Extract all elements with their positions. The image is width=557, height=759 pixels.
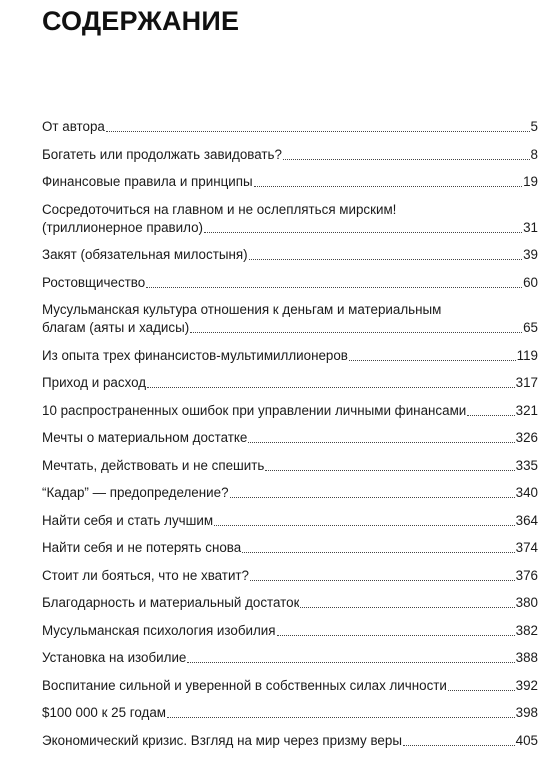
toc-entry-title-line1: Сосредоточиться на главном и не ослепляться мирским! [42, 201, 397, 217]
dot-leader [190, 332, 522, 333]
toc-page-number: 8 [530, 146, 538, 162]
page-title: СОДЕРЖАНИЕ [42, 6, 240, 36]
toc-page-number: 19 [523, 174, 538, 189]
toc-page-number: 31 [523, 219, 538, 235]
toc-page-number: 364 [515, 512, 538, 528]
toc-entry-title: Приход и расход [42, 375, 147, 390]
dot-leader [265, 470, 514, 471]
table-of-contents [42, 118, 538, 759]
toc-page-number: 65 [523, 320, 538, 335]
toc-entry-title: 10 распространенных ошибок при управлении личными финансами [42, 402, 467, 418]
toc-entry[interactable] [42, 402, 538, 420]
toc-entry-title: Закят (обязательная милостыня) [42, 247, 248, 262]
toc-entry-title: Установка на изобилие [42, 650, 187, 665]
toc-entry-title: Экономический кризис. Взгляд на мир через призму веры [42, 732, 402, 748]
toc-entry-title-line1: Мусульманская культура отношения к деньгам и материальным [42, 302, 442, 317]
toc-entry[interactable] [42, 567, 538, 585]
dot-leader [448, 690, 515, 691]
toc-entry[interactable] [42, 622, 538, 640]
toc-page-number: 405 [515, 732, 538, 748]
toc-entry[interactable] [42, 201, 538, 237]
toc-entry-title: Финансовые правила и принципы [42, 174, 253, 189]
toc-entry-title: Найти себя и стать лучшим [42, 512, 214, 528]
toc-entry-title: Мечтать, действовать и не спешить [42, 457, 265, 473]
toc-entry-title: Благодарность и материальный достаток [42, 595, 300, 610]
toc-page-number: 380 [515, 595, 538, 610]
dot-leader [467, 415, 514, 416]
dot-leader [300, 607, 514, 608]
toc-entry[interactable] [42, 539, 538, 557]
dot-leader [277, 635, 515, 636]
toc-page-number: 376 [515, 567, 538, 583]
dot-leader [403, 745, 515, 746]
toc-page-number: 340 [515, 485, 538, 500]
dot-leader [167, 717, 515, 718]
toc-entry[interactable] [42, 347, 538, 365]
dot-leader [187, 662, 514, 663]
dot-leader [242, 552, 514, 553]
toc-entry[interactable] [42, 484, 538, 502]
toc-entry[interactable] [42, 246, 538, 264]
toc-entry[interactable] [42, 146, 538, 164]
dot-leader [349, 360, 516, 361]
dot-leader [147, 387, 515, 388]
toc-page-number: 398 [515, 705, 538, 720]
dot-leader [254, 186, 522, 187]
toc-entry-title: Богатеть или продолжать завидовать? [42, 146, 282, 162]
toc-entry[interactable] [42, 429, 538, 447]
toc-page-number: 317 [515, 375, 538, 390]
toc-page-number: 335 [515, 457, 538, 473]
toc-entry[interactable] [42, 301, 538, 337]
toc-page-number: 382 [515, 622, 538, 638]
toc-page-number: 119 [516, 347, 538, 363]
toc-entry-title: $100 000 к 25 годам [42, 705, 166, 720]
toc-page-number: 374 [515, 540, 538, 555]
toc-page-number: 326 [515, 430, 538, 445]
toc-entry[interactable] [42, 512, 538, 530]
toc-page-number: 39 [523, 247, 538, 262]
dot-leader [214, 525, 515, 526]
toc-page-number: 321 [515, 402, 538, 418]
toc-entry[interactable] [42, 374, 538, 392]
dot-leader [248, 442, 514, 443]
toc-entry-title: Найти себя и не потерять снова [42, 540, 242, 555]
toc-entry-title: От автора [42, 119, 105, 134]
toc-page-number: 388 [515, 650, 538, 665]
dot-leader [146, 287, 522, 288]
toc-entry[interactable] [42, 274, 538, 292]
dot-leader [250, 580, 515, 581]
dot-leader [106, 131, 530, 132]
dot-leader [249, 259, 523, 260]
toc-entry-title: Мечты о материальном достатке [42, 430, 248, 445]
dot-leader [230, 497, 515, 498]
dot-leader [283, 159, 530, 160]
toc-page-number: 60 [523, 274, 538, 290]
toc-entry-title: Мусульманская психология изобилия [42, 622, 276, 638]
toc-entry[interactable] [42, 677, 538, 695]
toc-entry[interactable] [42, 594, 538, 612]
toc-entry[interactable] [42, 173, 538, 191]
toc-page-number: 5 [530, 119, 538, 134]
toc-entry-title: Стоит ли бояться, что не хватит? [42, 567, 250, 583]
toc-entry[interactable] [42, 457, 538, 475]
toc-entry-title: “Кадар” — предопределение? [42, 485, 229, 500]
toc-entry[interactable] [42, 649, 538, 667]
toc-entry[interactable] [42, 118, 538, 136]
toc-page-number: 392 [515, 677, 538, 693]
toc-entry[interactable] [42, 732, 538, 750]
toc-entry[interactable] [42, 704, 538, 722]
toc-entry-title: Ростовщичество [42, 274, 146, 290]
toc-entry-title: Из опыта трех финансистов-мультимиллионеров [42, 347, 348, 363]
toc-entry-title: Воспитание сильной и уверенной в собственных силах личности [42, 677, 447, 693]
toc-entry-title-line2: (триллионерное правило) [42, 219, 203, 235]
dot-leader [204, 232, 522, 233]
toc-entry-title-line2: благам (аяты и хадисы) [42, 320, 190, 335]
